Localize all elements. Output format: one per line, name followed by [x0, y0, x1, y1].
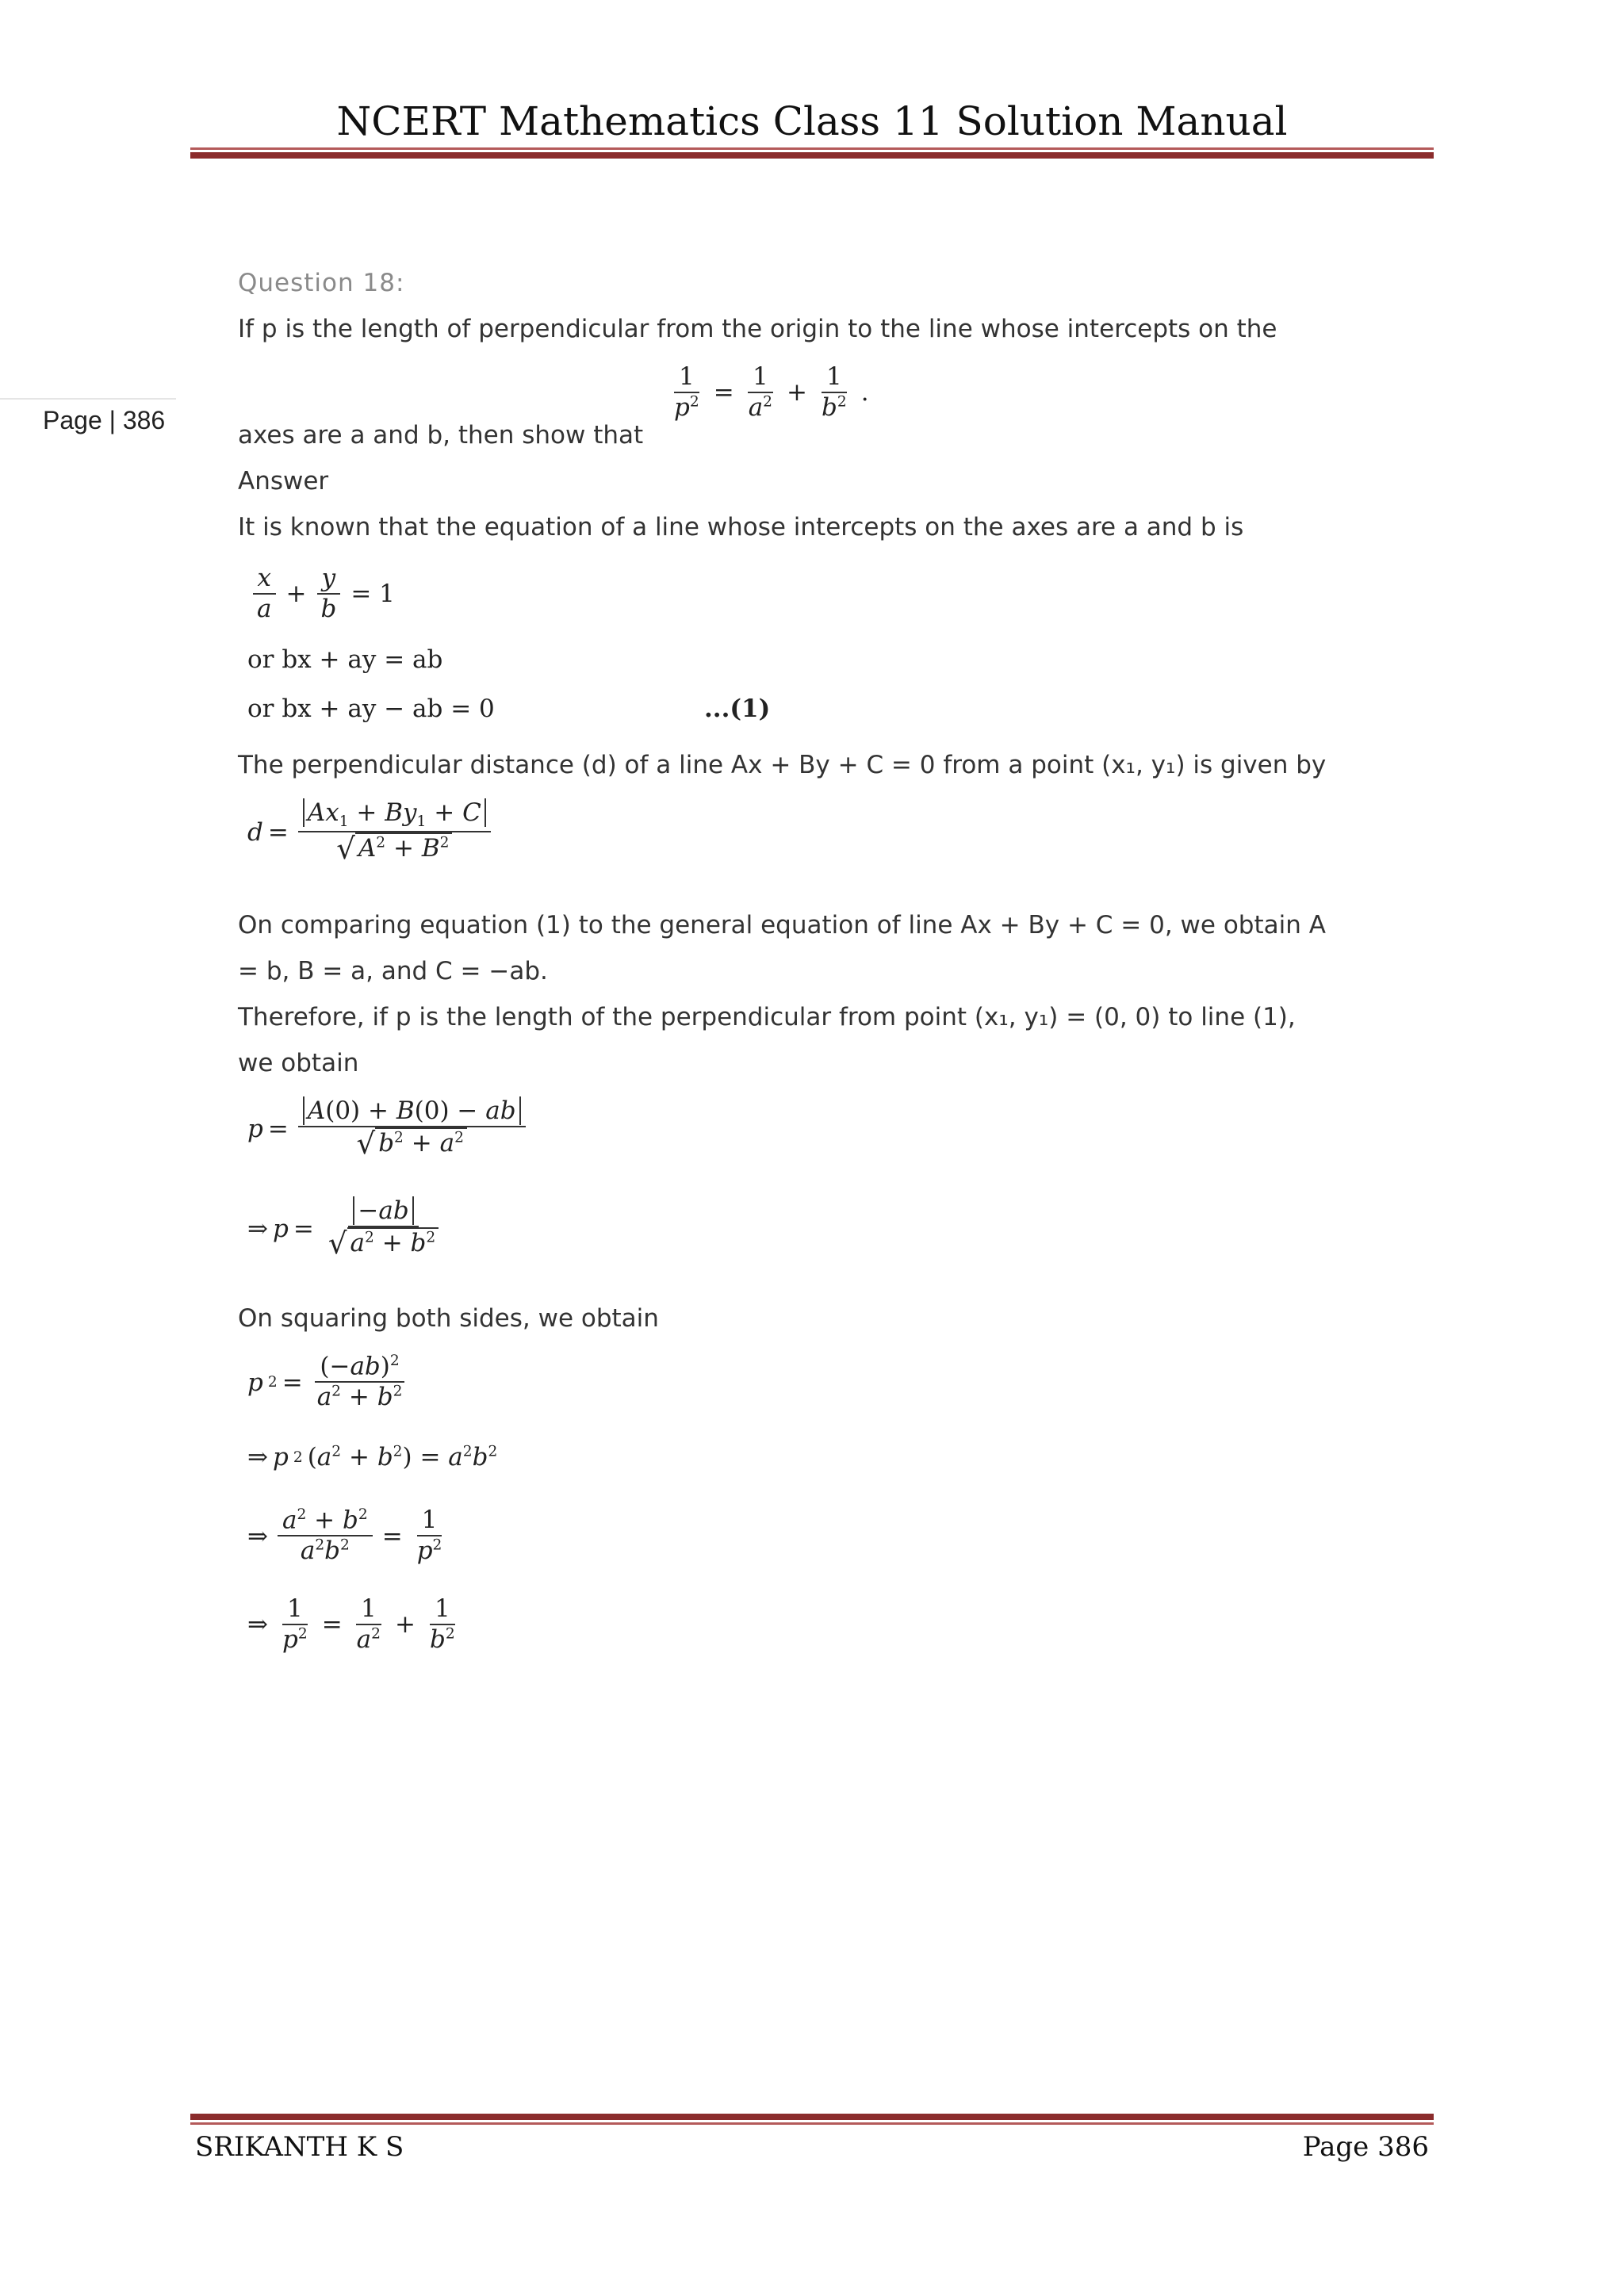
show-that-formula: $\frac{1}{p^2}$ = $\frac{1}{a^2}$ + $\frac{1}{b^2}$ .	[674, 362, 869, 422]
p-equation-2: ⇒ p = −ab √ $a^2 + b^2$	[247, 1197, 448, 1261]
intercept-form-equation: $\frac{x}{a}$ + $\frac{y}{b}$ = 1	[247, 564, 395, 624]
comparing-line-2: = b, B = a, and C = −ab.	[238, 957, 548, 985]
footer-rule	[190, 2114, 1434, 2120]
equation-tag: ...(1)	[704, 695, 771, 723]
comparing-line-1: On comparing equation (1) to the general equation of line Ax + By + C = 0, we obtain A	[238, 911, 1326, 939]
therefore-line-1: Therefore, if p is the length of the perpendicular from point (x₁, y₁) = (0, 0) to line (1),	[238, 1003, 1296, 1031]
ratio-equation: ⇒ $\frac{a^2 + b^2}{a^2b^2}$ = $\frac{1}{p^2}$	[247, 1506, 442, 1565]
side-divider	[0, 398, 176, 400]
perpendicular-distance-text: The perpendicular distance (d) of a line Ax + By + C = 0 from a point (x₁, y₁) is given by	[238, 751, 1327, 779]
known-statement: It is known that the equation of a line whose intercepts on the axes are a and b is	[238, 513, 1244, 541]
distance-formula: d = $Ax_1 + By_1 + C$ √ $A^2 + B^2$	[247, 799, 496, 866]
question-line-2: axes are a and b, then show that	[238, 421, 644, 450]
equation-or-1: or bx + ay = ab	[247, 645, 443, 674]
footer-rule-thin	[190, 2122, 1434, 2125]
header-rule-thin	[190, 147, 1434, 150]
squared-equation: p 2 = $\frac{(-ab)^2}{a^2 + b^2}$	[247, 1353, 412, 1412]
footer-page-number: Page 386	[1302, 2131, 1429, 2163]
page-title: NCERT Mathematics Class 11 Solution Manual	[336, 98, 1288, 144]
equation-or-2: or bx + ay − ab = 0	[247, 695, 495, 723]
side-page-label: Page | 386	[43, 406, 166, 434]
question-heading: Question 18:	[238, 269, 405, 297]
final-result-equation: ⇒ $\frac{1}{p^2}$ = $\frac{1}{a^2}$ + $\frac{1}{b^2}$	[247, 1594, 455, 1654]
squaring-text: On squaring both sides, we obtain	[238, 1304, 659, 1333]
question-line-1: If p is the length of perpendicular from the origin to the line whose intercepts on the	[238, 315, 1277, 343]
header-rule	[190, 152, 1434, 159]
therefore-line-2: we obtain	[238, 1049, 359, 1077]
product-equation: ⇒ p 2 $(a^2 + b^2) = a^2b^2$	[247, 1443, 498, 1471]
p-equation-1: p = A(0) + B(0) − ab √ $b^2 + a^2$	[247, 1097, 530, 1161]
answer-label: Answer	[238, 467, 329, 496]
footer-author: SRIKANTH K S	[195, 2131, 404, 2163]
